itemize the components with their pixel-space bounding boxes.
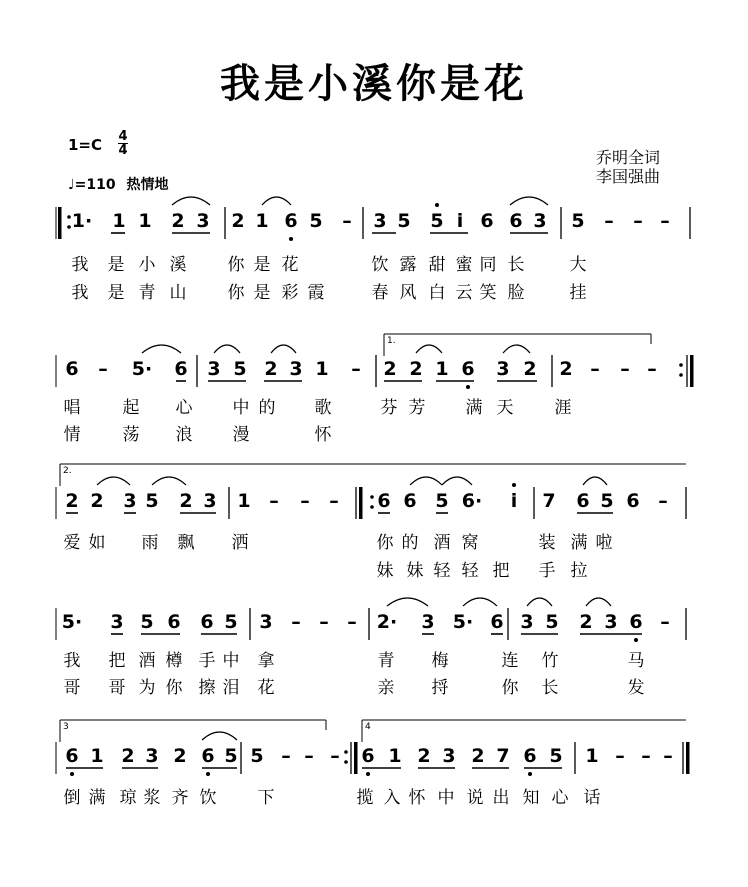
low-octave-dot — [70, 772, 74, 776]
note: 3 — [520, 611, 534, 633]
lyric: 连 — [501, 651, 519, 671]
low-octave-dot — [366, 772, 370, 776]
lyric: 入 — [383, 788, 401, 808]
thick-barline — [686, 742, 690, 774]
note: 5 — [140, 611, 154, 633]
lyric: 你 — [165, 678, 183, 698]
lyric: 你 — [227, 255, 245, 275]
note: – — [98, 358, 108, 380]
note: 3 — [289, 358, 303, 380]
slur — [503, 345, 530, 353]
note: 2 — [409, 358, 423, 380]
note: 2 — [179, 490, 193, 512]
note: – — [342, 210, 352, 232]
repeat-dot — [67, 215, 71, 219]
lyric: 拉 — [570, 561, 588, 581]
note: 6· — [461, 490, 483, 512]
lyric: 中 — [232, 398, 250, 418]
lyric: 知 — [522, 788, 540, 808]
note: 5 — [430, 210, 444, 232]
lyric: 挂 — [569, 283, 587, 303]
note: – — [604, 210, 614, 232]
thick-barline — [354, 742, 358, 774]
note: 5 — [309, 210, 323, 232]
lyric: 轻 — [461, 561, 479, 581]
note: 1 — [255, 210, 269, 232]
repeat-dot — [679, 373, 683, 377]
lyric: 荡 — [122, 425, 140, 445]
thick-barline — [58, 207, 62, 239]
note: – — [330, 745, 340, 767]
lyric: 花 — [281, 255, 299, 275]
lyric: 你 — [227, 283, 245, 303]
lyric: 如 — [88, 533, 106, 553]
note: 2 — [383, 358, 397, 380]
lyric: 脸 — [507, 283, 525, 303]
lyric: 酒 — [433, 533, 451, 553]
note: 5 — [250, 745, 264, 767]
lyric: 轻 — [433, 561, 451, 581]
note: 3 — [207, 358, 221, 380]
note: 6 — [509, 210, 523, 232]
lyric: 竹 — [541, 651, 559, 671]
low-octave-dot — [528, 772, 532, 776]
volta-label: 1. — [387, 336, 396, 346]
note: 1 — [388, 745, 402, 767]
note: – — [647, 358, 657, 380]
slur — [152, 477, 186, 485]
note: – — [660, 210, 670, 232]
note: 2 — [171, 210, 185, 232]
lyric: 彩 — [281, 283, 299, 303]
lyric: 溪 — [169, 255, 187, 275]
lyric: 倒 — [63, 788, 81, 808]
note: 6 — [201, 745, 215, 767]
note: 6 — [167, 611, 181, 633]
note: 3 — [259, 611, 273, 633]
lyric: 云 — [455, 283, 473, 303]
volta-label: 2. — [63, 466, 72, 476]
lyric: 的 — [258, 398, 276, 418]
low-octave-dot — [466, 385, 470, 389]
note: 2 — [523, 358, 537, 380]
lyric: 春 — [371, 283, 389, 303]
note: 1 — [585, 745, 599, 767]
note: – — [329, 490, 339, 512]
note: 3 — [203, 490, 217, 512]
note: 6 — [174, 358, 188, 380]
note: 6 — [403, 490, 417, 512]
lyric: 浆 — [143, 788, 161, 808]
note: 1 — [90, 745, 104, 767]
lyric: 我 — [71, 255, 89, 275]
note: 3 — [373, 210, 387, 232]
note: 1 — [237, 490, 251, 512]
lyric: 洒 — [231, 533, 249, 553]
note: – — [319, 611, 329, 633]
lyric: 樽 — [165, 651, 183, 671]
lyric: 爱 — [63, 533, 81, 553]
quarter-note-icon: ♩ — [68, 177, 75, 193]
lyricist: 乔明全词 — [595, 148, 660, 167]
lyric: 哥 — [63, 678, 81, 698]
lyric: 浪 — [175, 425, 193, 445]
note: 6 — [523, 745, 537, 767]
repeat-dot — [344, 760, 348, 764]
lyric: 饮 — [371, 255, 389, 275]
lyric: 泪 — [222, 678, 240, 698]
slur — [202, 732, 237, 740]
high-octave-dot — [512, 483, 516, 487]
note: 5 — [600, 490, 614, 512]
repeat-dot — [370, 505, 374, 509]
lyric: 妹 — [376, 561, 394, 581]
note: 5 — [549, 745, 563, 767]
note: – — [300, 490, 310, 512]
lyric: 满 — [88, 788, 106, 808]
note: 2 — [417, 745, 431, 767]
lyric: 下 — [257, 788, 275, 808]
note: 6 — [377, 490, 391, 512]
note: 2 — [559, 358, 573, 380]
lyric: 揽 — [356, 788, 374, 808]
note: 2· — [376, 611, 398, 633]
lyric: 话 — [583, 788, 601, 808]
time-top: 4 — [118, 129, 128, 144]
note: 5 — [224, 611, 238, 633]
lyric: 怀 — [408, 788, 426, 808]
slur — [510, 197, 548, 205]
lyric: 漫 — [232, 425, 250, 445]
lyric: 甜 — [428, 255, 446, 275]
lyric: 花 — [257, 678, 275, 698]
lyric: 心 — [551, 788, 569, 808]
low-octave-dot — [289, 237, 293, 241]
lyric: 酒 — [138, 651, 156, 671]
low-octave-dot — [634, 638, 638, 642]
volta-label: 4 — [365, 722, 371, 732]
slur — [97, 477, 130, 485]
lyric: 出 — [492, 788, 510, 808]
lyric: 满 — [465, 398, 483, 418]
lyric: 我 — [71, 283, 89, 303]
note: 6 — [480, 210, 494, 232]
note: 3 — [496, 358, 510, 380]
lyric: 风 — [399, 283, 417, 303]
lyric: 把 — [108, 651, 126, 671]
note: 2 — [121, 745, 135, 767]
note: – — [281, 745, 291, 767]
note: 3 — [442, 745, 456, 767]
lyric: 雨 — [141, 533, 159, 553]
note: 1 — [112, 210, 126, 232]
lyric: 琼 — [119, 788, 137, 808]
lyric: 霞 — [307, 283, 325, 303]
lyric: 歌 — [314, 398, 332, 418]
lyric: 青 — [138, 283, 156, 303]
slur — [586, 598, 611, 606]
lyric: 妹 — [406, 561, 424, 581]
lyric: 为 — [138, 678, 156, 698]
lyric: 你 — [501, 678, 519, 698]
note: – — [351, 358, 361, 380]
lyric: 小 — [138, 255, 156, 275]
lyric: 天 — [496, 398, 514, 418]
note: – — [291, 611, 301, 633]
lyric: 马 — [627, 651, 645, 671]
note: – — [663, 745, 673, 767]
lyric: 青 — [377, 651, 395, 671]
expression-text: 热情地 — [126, 177, 169, 193]
lyric: 是 — [253, 255, 271, 275]
note: 1 — [435, 358, 449, 380]
note: 5· — [452, 611, 474, 633]
lyric: 是 — [107, 255, 125, 275]
lyric: 擦 — [198, 678, 216, 698]
note: 6 — [65, 745, 79, 767]
lyric: 唱 — [63, 398, 81, 418]
slur — [271, 345, 296, 353]
lyric: 起 — [122, 398, 140, 418]
lyric: 长 — [507, 255, 525, 275]
lyric: 梅 — [431, 651, 449, 671]
lyric: 露 — [399, 255, 417, 275]
note: – — [347, 611, 357, 633]
lyric: 齐 — [171, 788, 189, 808]
note: 2 — [579, 611, 593, 633]
note: 6 — [629, 611, 643, 633]
note: 6 — [284, 210, 298, 232]
lyric: 啦 — [595, 533, 613, 553]
note: 2 — [90, 490, 104, 512]
lyric: 中 — [437, 788, 455, 808]
tempo-value: =110 — [74, 177, 116, 193]
slur — [262, 197, 291, 205]
slur — [142, 345, 181, 353]
repeat-dot — [67, 225, 71, 229]
note: 6 — [626, 490, 640, 512]
note: 7 — [542, 490, 556, 512]
lyric: 涯 — [554, 398, 572, 418]
lyric: 饮 — [199, 788, 217, 808]
low-octave-dot — [206, 772, 210, 776]
slur — [527, 598, 552, 606]
note: – — [620, 358, 630, 380]
lyric: 手 — [198, 651, 216, 671]
lyric: 手 — [538, 561, 556, 581]
note: 5 — [145, 490, 159, 512]
lyric: 长 — [541, 678, 559, 698]
note: 5 — [435, 490, 449, 512]
repeat-dot — [370, 495, 374, 499]
time-bottom: 4 — [118, 143, 128, 158]
volta-label: 3 — [63, 722, 69, 732]
note: 1 — [138, 210, 152, 232]
lyric: 怀 — [314, 425, 332, 445]
note: 6 — [200, 611, 214, 633]
note: – — [633, 210, 643, 232]
lyric: 是 — [107, 283, 125, 303]
lyric: 哥 — [108, 678, 126, 698]
lyric: 大 — [569, 255, 587, 275]
lyric: 亲 — [377, 678, 395, 698]
lyric: 白 — [428, 283, 446, 303]
lyric: 我 — [63, 651, 81, 671]
lyric: 满 — [570, 533, 588, 553]
slur — [387, 598, 428, 606]
note: – — [590, 358, 600, 380]
note: 2 — [471, 745, 485, 767]
lyric: 说 — [466, 788, 484, 808]
lyric: 笑 — [479, 283, 497, 303]
lyric: 芬 — [380, 398, 398, 418]
slur — [172, 197, 210, 205]
key-label: 1=C — [68, 136, 103, 154]
high-octave-dot — [435, 203, 439, 207]
note: 2 — [65, 490, 79, 512]
note: 6 — [490, 611, 504, 633]
note: 6 — [576, 490, 590, 512]
page-title: 我是小溪你是花 — [220, 61, 528, 107]
lyric: 是 — [253, 283, 271, 303]
lyric: 蜜 — [455, 255, 473, 275]
note: 6 — [461, 358, 475, 380]
note: i — [456, 210, 464, 232]
lyric: 芳 — [408, 398, 426, 418]
note: 7 — [496, 745, 510, 767]
lyric: 拿 — [257, 651, 275, 671]
note: 2 — [231, 210, 245, 232]
note: 5 — [233, 358, 247, 380]
note: 5 — [397, 210, 411, 232]
lyric: 飘 — [177, 533, 195, 553]
slur — [416, 345, 442, 353]
note: 3 — [110, 611, 124, 633]
note: 6 — [361, 745, 375, 767]
note: 3 — [145, 745, 159, 767]
slur — [583, 477, 607, 485]
note: i — [510, 490, 518, 512]
lyric: 捋 — [431, 678, 449, 698]
lyric: 把 — [492, 561, 510, 581]
note: 3 — [604, 611, 618, 633]
lyric: 中 — [222, 651, 240, 671]
note: – — [304, 745, 314, 767]
note: 5 — [571, 210, 585, 232]
lyric: 情 — [63, 425, 81, 445]
repeat-dot — [679, 363, 683, 367]
note: 3 — [421, 611, 435, 633]
note: – — [615, 745, 625, 767]
slur — [410, 477, 442, 485]
lyric: 的 — [401, 533, 419, 553]
note: 5· — [61, 611, 83, 633]
note: 5 — [224, 745, 238, 767]
lyric: 心 — [175, 398, 193, 418]
note: 1 — [315, 358, 329, 380]
note: 5· — [131, 358, 153, 380]
thick-barline — [359, 487, 363, 519]
note: 6 — [65, 358, 79, 380]
note: 3 — [123, 490, 137, 512]
repeat-dot — [344, 750, 348, 754]
note: 1· — [71, 210, 93, 232]
thick-barline — [690, 355, 694, 387]
note: 3 — [533, 210, 547, 232]
composer: 李国强曲 — [595, 167, 660, 186]
note: 3 — [196, 210, 210, 232]
note: 2 — [173, 745, 187, 767]
note: – — [641, 745, 651, 767]
note: 2 — [264, 358, 278, 380]
lyric: 装 — [538, 533, 556, 553]
lyric: 你 — [376, 533, 394, 553]
slur — [214, 345, 240, 353]
lyric: 同 — [479, 255, 497, 275]
note: 5 — [545, 611, 559, 633]
note: – — [658, 490, 668, 512]
slur — [463, 598, 497, 606]
note: – — [660, 611, 670, 633]
slur — [442, 477, 472, 485]
lyric: 窝 — [461, 533, 479, 553]
note: – — [269, 490, 279, 512]
lyric: 山 — [169, 283, 187, 303]
lyric: 发 — [627, 678, 645, 698]
